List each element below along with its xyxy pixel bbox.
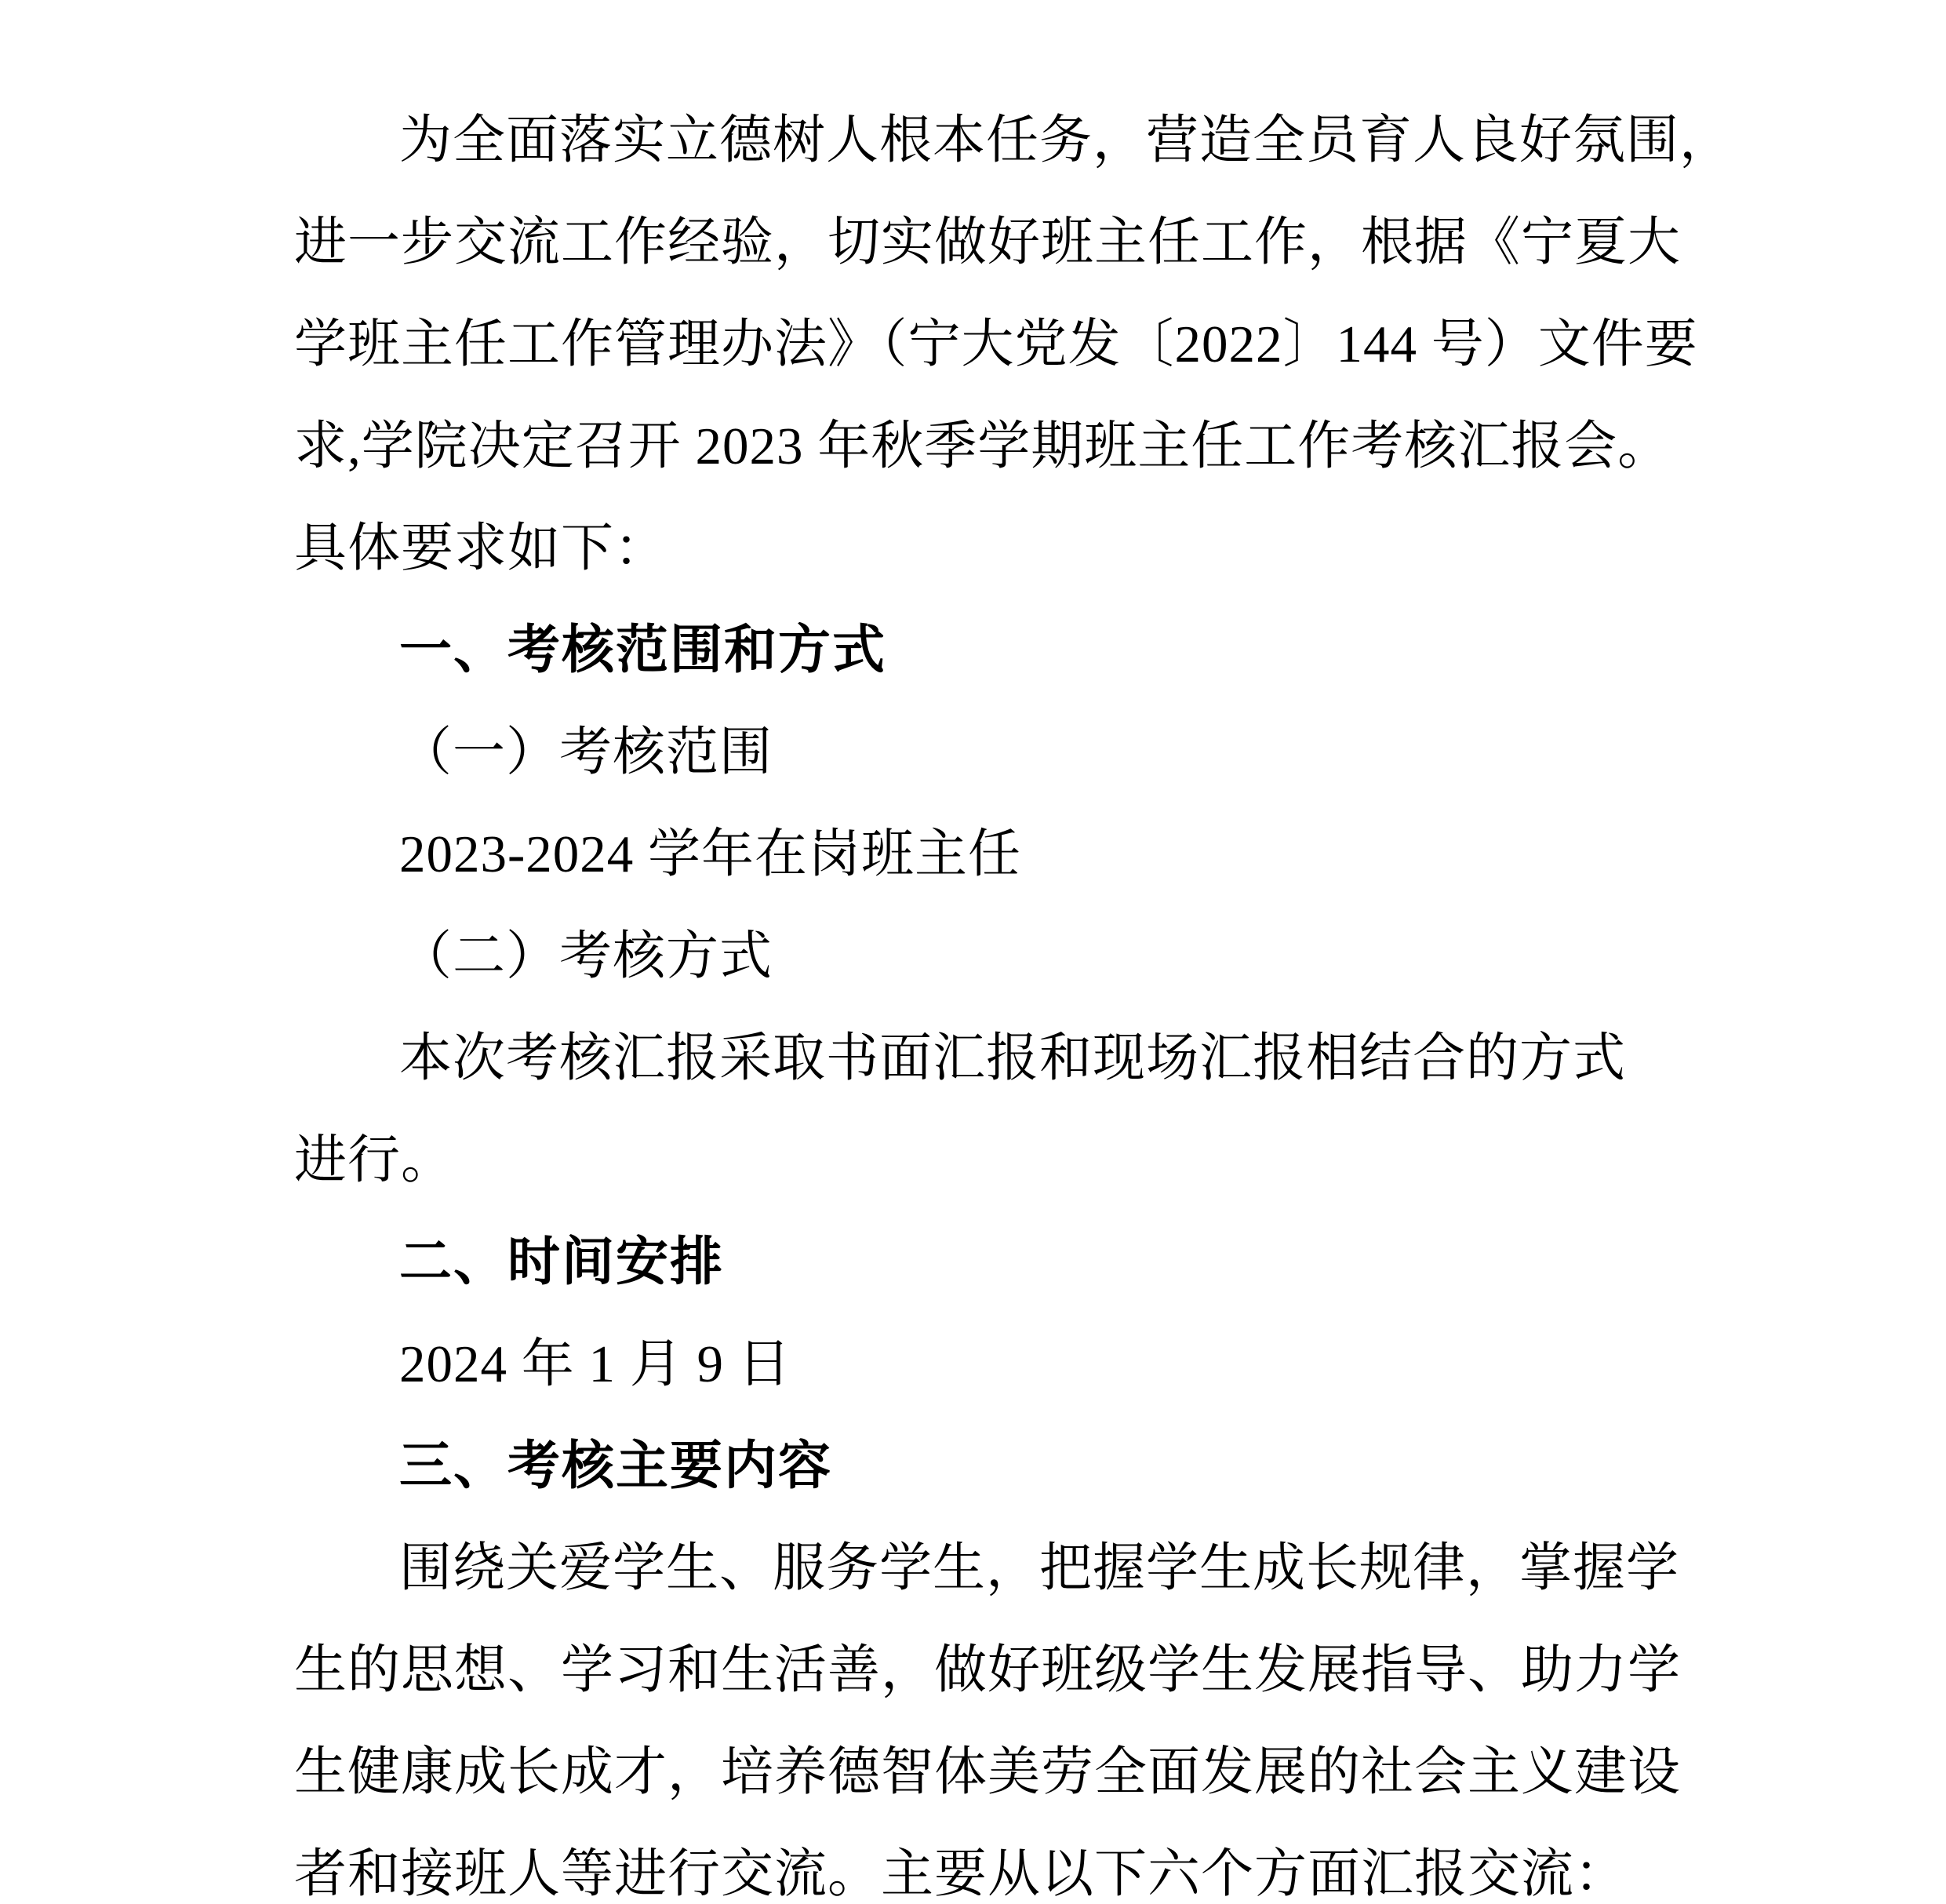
intro-line-5: 具体要求如下： — [294, 519, 667, 577]
schedule-date-text: 2024 年 1 月 9 日 — [399, 1335, 791, 1393]
section-1-sub-1-heading: （一）考核范围 — [399, 723, 773, 781]
content-line-1: 围绕关爱学生、服务学生，把握学生成长规律，掌握学 — [399, 1539, 1679, 1597]
section-3-heading: 三、考核主要内容 — [399, 1436, 832, 1495]
assessment-scope-text: 2023-2024 学年在岗班主任 — [399, 825, 1022, 883]
section-1-heading: 一、考核范围和方式 — [399, 621, 886, 679]
assessment-method-line-2: 进行。 — [294, 1131, 454, 1189]
section-1-sub-2-heading: （二）考核方式 — [399, 927, 773, 985]
section-2-heading: 二、时间安排 — [399, 1232, 724, 1291]
intro-line-3: 学班主任工作管理办法》（宁大党发〔2022〕144 号）文件要 — [294, 315, 1698, 373]
content-line-4: 者和接班人等进行交流。主要从以下六个方面汇报交流： — [294, 1845, 1628, 1903]
content-line-3: 生健康成长成才，培养德智体美劳全面发展的社会主义建设 — [294, 1743, 1681, 1801]
intro-line-4: 求,学院决定召开 2023 年秋季学期班主任工作考核汇报会。 — [294, 417, 1671, 475]
assessment-method-line-1: 本次考核汇报采取书面汇报和现场汇报相结合的方式 — [399, 1029, 1626, 1087]
intro-line-1: 为全面落实立德树人根本任务，营造全员育人良好氛围， — [399, 111, 1733, 169]
content-line-2: 生的思想、学习和生活善，做好班级学生发展指导、助力学 — [294, 1641, 1681, 1699]
intro-line-2: 进一步交流工作经验，切实做好班主任工作，根据《宁夏大 — [294, 213, 1681, 271]
